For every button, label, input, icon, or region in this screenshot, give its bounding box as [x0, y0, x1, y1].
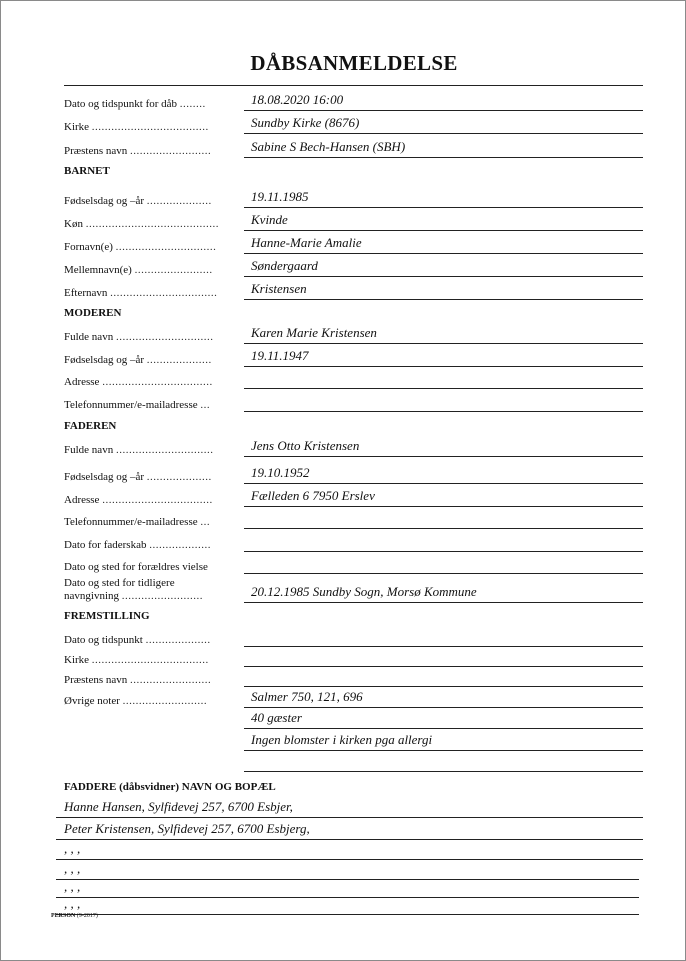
- section-heading-barnet: BARNET: [64, 165, 110, 177]
- divider: [64, 85, 643, 86]
- field-label: Adresse: [64, 376, 100, 388]
- field-label: Efternavn: [64, 287, 108, 299]
- section-heading-fremstilling: FREMSTILLING: [64, 610, 150, 622]
- field-value[interactable]: [244, 728, 643, 751]
- field-value-text: Hanne-Marie Amalie: [251, 235, 362, 250]
- fadder-text: , , ,: [64, 861, 81, 876]
- leader-dots: ........: [179, 98, 206, 110]
- field-praestens-navn: [64, 136, 643, 158]
- leader-dots: ....................: [145, 634, 211, 646]
- field-value-text: 18.08.2020 16:00: [251, 92, 344, 107]
- field-value[interactable]: [244, 664, 643, 687]
- fadder-line[interactable]: [56, 839, 643, 860]
- field-oevrige-noter: [64, 686, 643, 708]
- section-heading-faddere: FADDERE (dåbsvidner) NAVN OG BOPÆL: [64, 781, 276, 793]
- field-value[interactable]: [244, 231, 643, 254]
- field-barn-mellemnavn: [64, 255, 643, 277]
- field-barn-koen: [64, 209, 643, 231]
- leader-dots: ....................................: [91, 654, 209, 666]
- field-mor-foedselsdag: [64, 345, 643, 367]
- form-title: DÅBSANMELDELSE: [250, 51, 458, 75]
- section-heading-moderen: MODEREN: [64, 307, 122, 319]
- field-dato-tidspunkt-daab: [64, 89, 643, 111]
- form-footer: [51, 913, 98, 919]
- field-value[interactable]: [244, 706, 643, 729]
- field-mor-adresse: [64, 367, 643, 389]
- note-line: [64, 729, 643, 751]
- field-value[interactable]: [244, 461, 643, 484]
- field-tidligere-navngivning: [64, 577, 643, 603]
- field-label: Fødselsdag og –år: [64, 195, 145, 207]
- leader-dots: ...............................: [115, 241, 217, 253]
- field-label: Øvrige noter: [64, 695, 120, 707]
- section-heading-faderen: FADEREN: [64, 420, 117, 432]
- field-value-text: Kristensen: [251, 281, 307, 296]
- field-value[interactable]: [244, 685, 643, 708]
- field-value-text: Fælleden 6 7950 Erslev: [251, 488, 375, 503]
- field-label: Dato og sted for forældres vielse: [64, 561, 208, 573]
- field-label: Dato for faderskab: [64, 539, 147, 551]
- form-code: PERSON: [51, 913, 76, 919]
- leader-dots: ....................: [146, 195, 212, 207]
- leader-dots: ..................................: [102, 376, 213, 388]
- leader-dots: .........................: [130, 145, 212, 157]
- field-value-text: 19.10.1952: [251, 465, 310, 480]
- fadder-line[interactable]: [56, 894, 639, 915]
- field-value-text: Karen Marie Kristensen: [251, 325, 377, 340]
- fadder-line[interactable]: [56, 819, 643, 840]
- leader-dots: ...: [200, 399, 211, 411]
- field-far-fulde-navn: [64, 435, 643, 457]
- field-barn-foedselsdag: [64, 186, 643, 208]
- field-value[interactable]: [244, 321, 643, 344]
- fadder-text: , , ,: [64, 896, 81, 911]
- field-far-telefon: [64, 507, 643, 529]
- field-value-text: Sundby Kirke (8676): [251, 115, 360, 130]
- field-barn-efternavn: [64, 278, 643, 300]
- field-value[interactable]: [244, 506, 643, 529]
- field-label: Præstens navn: [64, 145, 128, 157]
- field-value[interactable]: [244, 185, 643, 208]
- field-foraeldres-vielse: [64, 552, 643, 574]
- field-label: Telefonnummer/e-mailadresse: [64, 516, 198, 528]
- field-label-line1: Dato og sted for tidligere: [64, 577, 175, 589]
- field-value[interactable]: [244, 254, 643, 277]
- leader-dots: .........................................: [85, 218, 219, 230]
- field-value-text: 19.11.1985: [251, 189, 309, 204]
- field-value[interactable]: [244, 389, 643, 412]
- leader-dots: ...................: [149, 539, 211, 551]
- fadder-text: Hanne Hansen, Sylfidevej 257, 6700 Esbjer,: [64, 799, 293, 814]
- leader-dots: ...: [200, 516, 211, 528]
- field-label: Kirke: [64, 121, 90, 133]
- field-value[interactable]: [244, 344, 643, 367]
- field-frem-praest: [64, 665, 643, 687]
- field-label: Fødselsdag og –år: [64, 471, 145, 483]
- field-value[interactable]: [244, 208, 643, 231]
- field-label: Fornavn(e): [64, 241, 113, 253]
- fadder-line[interactable]: [56, 797, 643, 818]
- field-value-text: Sabine S Bech-Hansen (SBH): [251, 139, 406, 154]
- field-mor-fulde-navn: [64, 322, 643, 344]
- field-label: Dato og tidspunkt for dåb: [64, 98, 178, 110]
- leader-dots: ..........................: [122, 695, 208, 707]
- field-value[interactable]: [244, 277, 643, 300]
- field-label: Fødselsdag og –år: [64, 354, 145, 366]
- fadder-text: Peter Kristensen, Sylfidevej 257, 6700 Esbjerg,: [64, 821, 310, 836]
- field-label: Fulde navn: [64, 444, 114, 456]
- field-label: Kirke: [64, 654, 90, 666]
- field-value-text: 40 gæster: [251, 710, 302, 725]
- field-far-adresse: [64, 485, 643, 507]
- field-kirke: [64, 112, 643, 134]
- field-value[interactable]: [244, 484, 643, 507]
- fadder-text: , , ,: [64, 879, 81, 894]
- field-value-text: 20.12.1985 Sundby Sogn, Morsø Kommune: [251, 584, 477, 599]
- field-value-text: 19.11.1947: [251, 348, 309, 363]
- field-label: Dato og tidspunkt: [64, 634, 143, 646]
- field-value[interactable]: [244, 434, 643, 457]
- field-label-line2: navngivning: [64, 590, 119, 602]
- field-far-faderskab: [64, 530, 643, 552]
- field-value[interactable]: [244, 111, 643, 134]
- field-value[interactable]: [244, 529, 643, 552]
- field-value-text: Salmer 750, 121, 696: [251, 689, 363, 704]
- field-value[interactable]: [244, 88, 643, 111]
- field-value[interactable]: [244, 749, 643, 772]
- leader-dots: .........................: [121, 590, 203, 602]
- leader-dots: .........................: [130, 674, 212, 686]
- leader-dots: ....................: [146, 354, 212, 366]
- field-value-text: Jens Otto Kristensen: [251, 438, 360, 453]
- field-value[interactable]: [244, 135, 643, 158]
- field-value[interactable]: [244, 580, 643, 603]
- field-label: Præstens navn: [64, 674, 128, 686]
- leader-dots: ....................................: [91, 121, 209, 133]
- fadder-text: , , ,: [64, 841, 81, 856]
- field-mor-telefon: [64, 390, 643, 412]
- field-barn-fornavn: [64, 232, 643, 254]
- leader-dots: ..................................: [102, 494, 213, 506]
- field-value[interactable]: [244, 551, 643, 574]
- field-value-text: Ingen blomster i kirken pga allergi: [251, 732, 433, 747]
- field-value-text: Kvinde: [251, 212, 288, 227]
- note-line: [64, 707, 643, 729]
- leader-dots: ..............................: [115, 444, 214, 456]
- field-value-text: Søndergaard: [251, 258, 318, 273]
- leader-dots: ........................: [134, 264, 213, 276]
- field-label: Adresse: [64, 494, 100, 506]
- field-far-foedselsdag: [64, 462, 643, 484]
- field-label: Køn: [64, 218, 83, 230]
- field-label: Telefonnummer/e-mailadresse: [64, 399, 198, 411]
- field-value[interactable]: [244, 366, 643, 389]
- form-version: (9-2017): [76, 913, 98, 919]
- leader-dots: ..............................: [115, 331, 214, 343]
- field-label: Mellemnavn(e): [64, 264, 132, 276]
- leader-dots: ....................: [146, 471, 212, 483]
- note-line: [64, 750, 643, 772]
- leader-dots: .................................: [110, 287, 218, 299]
- field-label: Fulde navn: [64, 331, 114, 343]
